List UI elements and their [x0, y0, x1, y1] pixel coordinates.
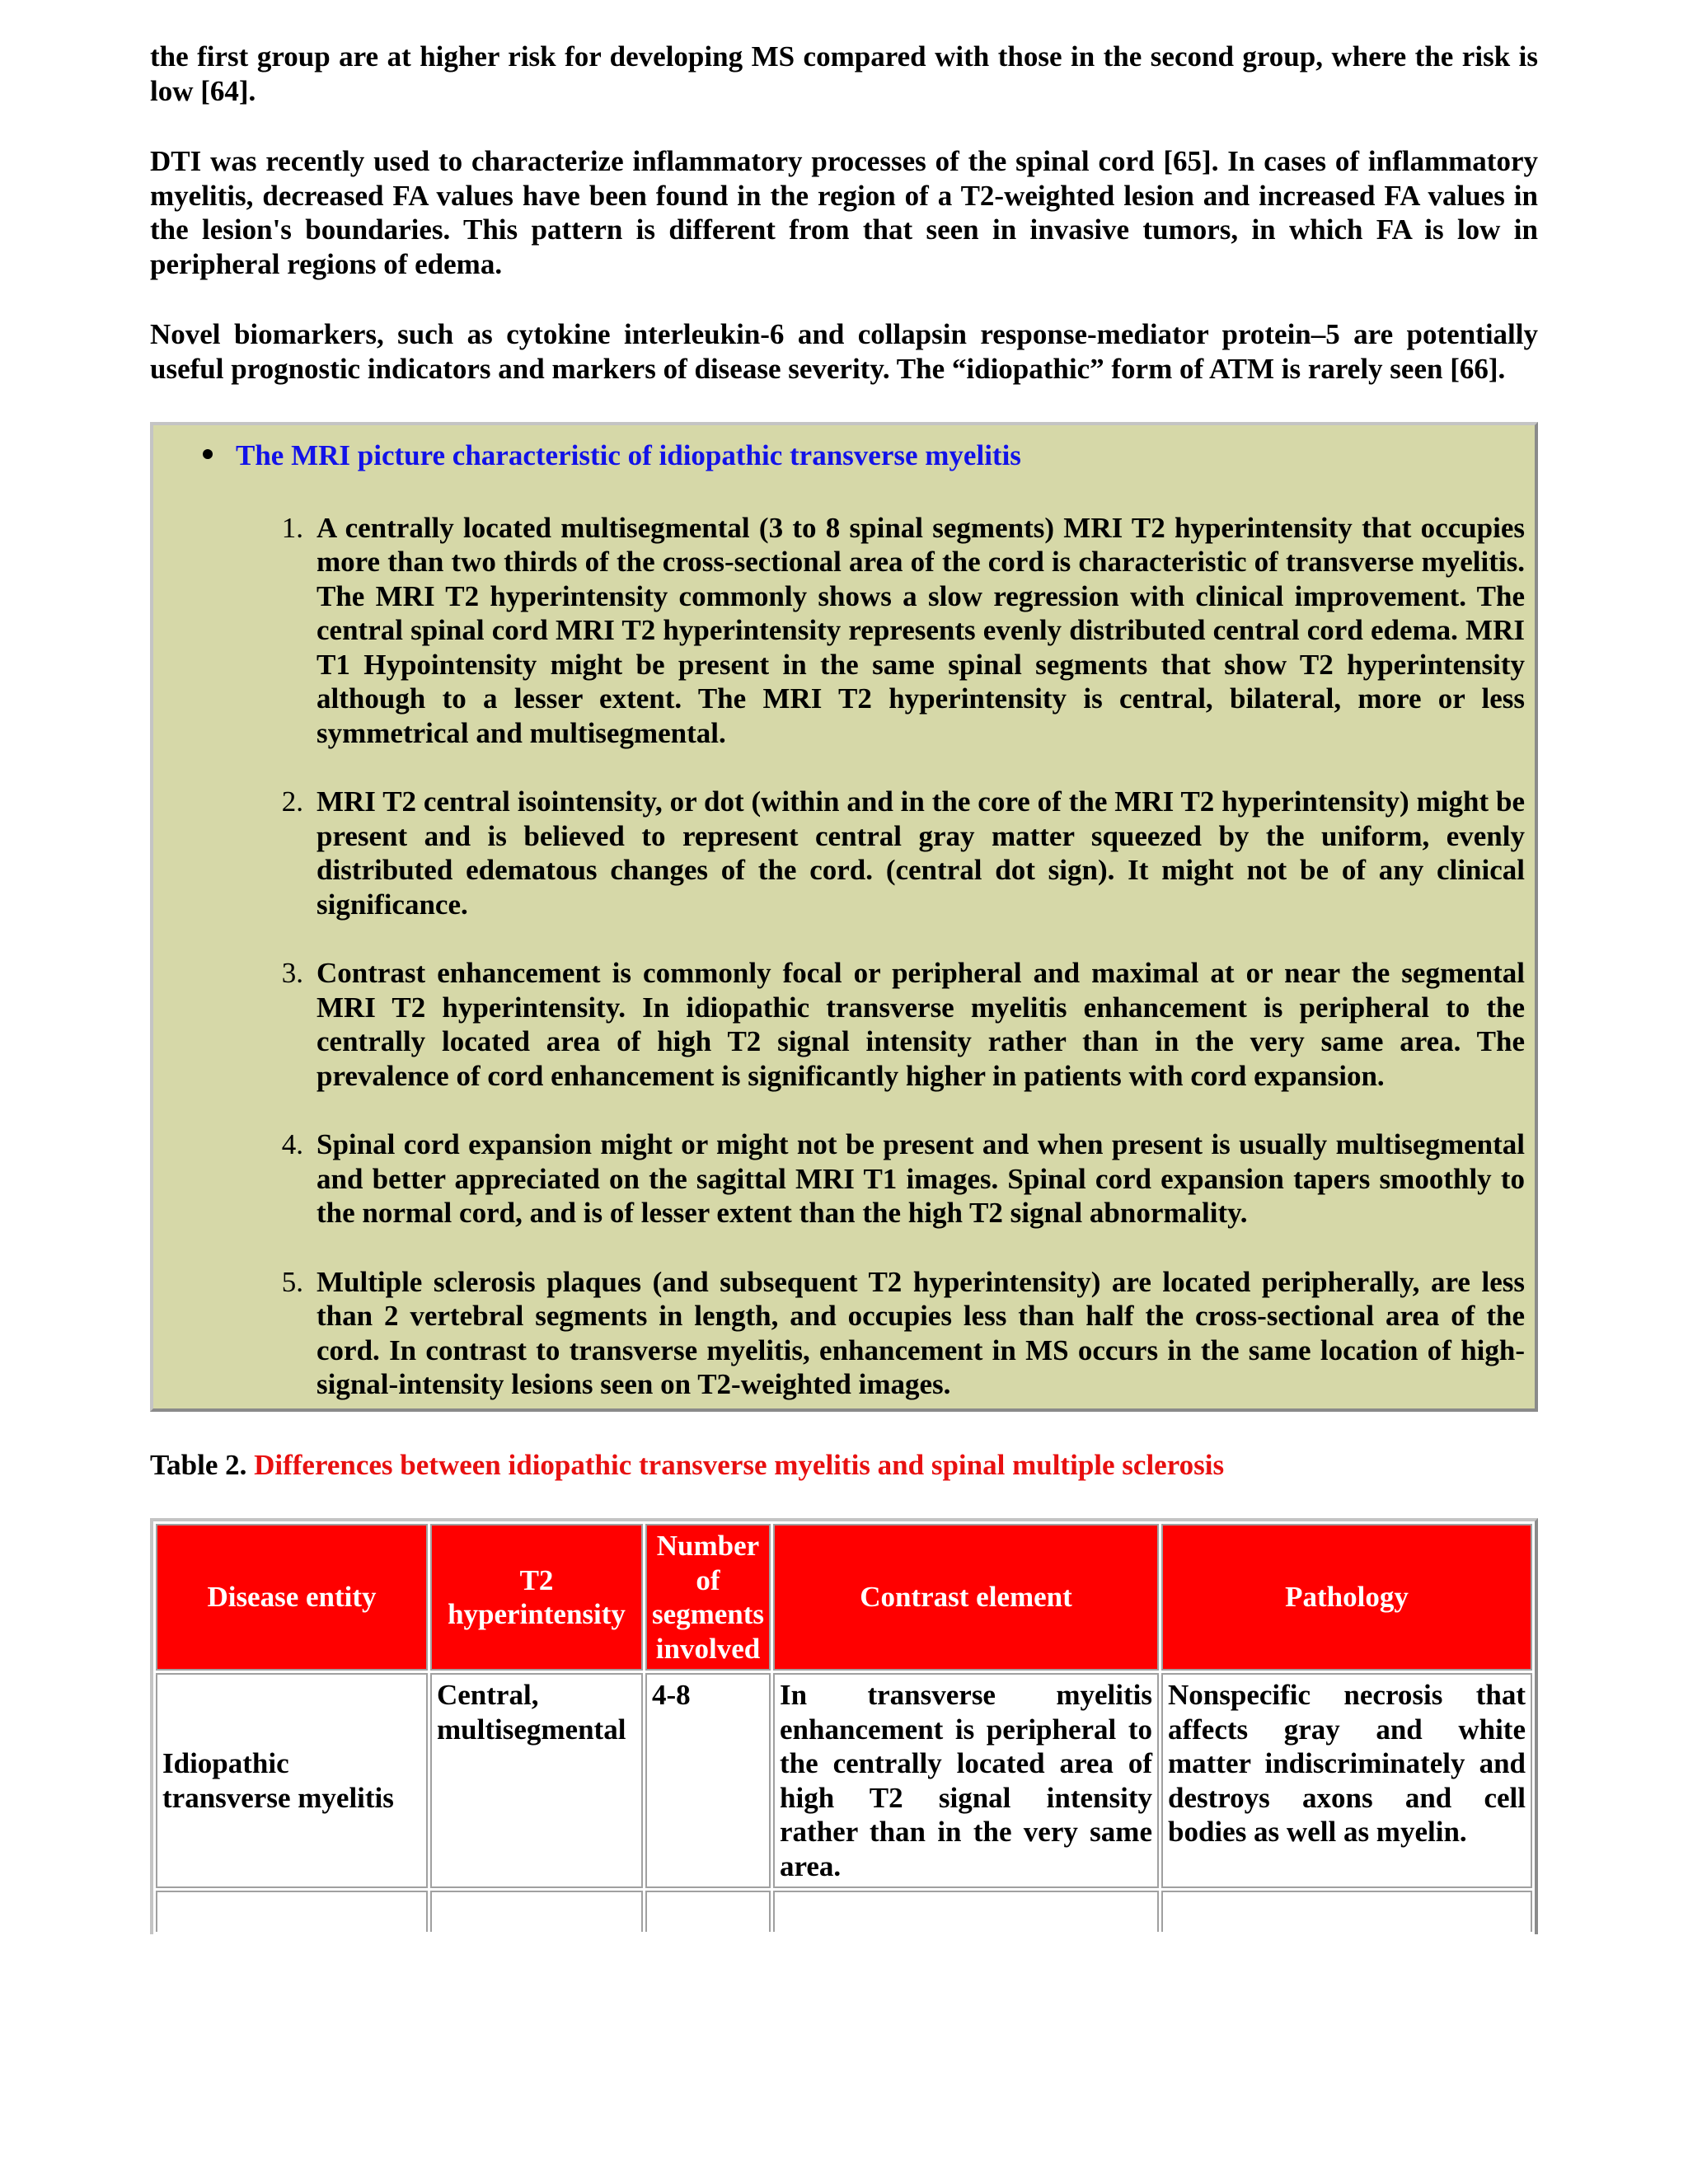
list-item-text: Contrast enhancement is commonly focal or peripheral and maximal at or near the segmental MRI T2 hyperintensity. In idiopathic transverse myelitis enhancement is peripheral to the centrally located area of high T2 signal intensity rather than in the very same area. The prevalence of cord enhancement is significantly higher in patients with cord expansion.	[316, 957, 1525, 1092]
header-contrast-element: Contrast element	[773, 1524, 1159, 1671]
document-page	[150, 40, 1538, 1934]
differences-table	[150, 1518, 1538, 1934]
header-segments-involved: Number of segments involved	[645, 1524, 771, 1671]
list-item-number: 3.	[281, 957, 303, 989]
mri-numbered-list	[153, 511, 1525, 1402]
paragraph-dti: DTI was recently used to characterize inflammatory processes of the spinal cord [65]. In cases of inflammatory myelitis, decreased FA values have been found in the region of a T2-weighted lesion and increased FA values in the lesion's boundaries. This pattern is different from that seen in invasive tumors, in which FA is low in peripheral regions of edema.	[150, 145, 1538, 280]
cell-empty	[1161, 1891, 1532, 1932]
list-item-number: 2.	[281, 785, 303, 818]
table-row-partial	[156, 1891, 1532, 1932]
list-item	[153, 1127, 1525, 1230]
table-caption	[150, 1448, 1538, 1483]
list-item-number: 4.	[281, 1128, 303, 1160]
cell-empty	[430, 1891, 643, 1932]
list-item-number: 5.	[281, 1265, 303, 1298]
cell-segments-involved: 4-8	[645, 1673, 771, 1888]
list-item-text: Multiple sclerosis plaques (and subsequent T2 hyperintensity) are located peripherally, are less than 2 vertebral segments in length, and occupies less than half the cross-sectional area of the cord. In contrast to transverse myelitis, enhancement in MS occurs in the same location of high-signal-intensity lesions seen on T2-weighted images.	[316, 1265, 1525, 1400]
cell-empty	[773, 1891, 1159, 1932]
bullet-dot-icon	[203, 449, 213, 459]
list-item	[153, 511, 1525, 751]
cell-contrast-element: In transverse myelitis enhancement is peripheral to the centrally located area of high T2 signal intensity rather than in the very same area.	[773, 1673, 1159, 1888]
mri-bullet-title: The MRI picture characteristic of idiopathic transverse myelitis	[236, 439, 1021, 471]
list-item	[153, 956, 1525, 1093]
list-item-text: MRI T2 central isointensity, or dot (within and in the core of the MRI T2 hyperintensity) might be present and is believed to represent central gray matter squeezed by the uniform, evenly distributed edematous changes of the cord. (central dot sign). It might not be of any clinical significance.	[316, 785, 1525, 921]
header-pathology: Pathology	[1161, 1524, 1532, 1671]
header-disease-entity: Disease entity	[156, 1524, 428, 1671]
mri-characteristics-box	[150, 422, 1538, 1412]
list-item	[153, 785, 1525, 921]
mri-bullet-heading	[203, 438, 1525, 473]
cell-empty	[156, 1891, 428, 1932]
table-header-row	[156, 1524, 1532, 1671]
list-item-text: A centrally located multisegmental (3 to 8 spinal segments) MRI T2 hyperintensity that occupies more than two thirds of the cross-sectional area of the cord is characteristic of transverse myelitis. The MRI T2 hyperintensity commonly shows a slow regression with clinical improvement. The central spinal cord MRI T2 hyperintensity represents evenly distributed central cord edema. MRI T1 Hypointensity might be present in the same spinal segments that show T2 hyperintensity although to a lesser extent. The MRI T2 hyperintensity is central, bilateral, more or less symmetrical and multisegmental.	[316, 511, 1525, 749]
table-row	[156, 1673, 1532, 1888]
cell-t2-hyperintensity: Central, multisegmental	[430, 1673, 643, 1888]
list-item-number: 1.	[281, 511, 303, 544]
table-caption-title: Differences between idiopathic transverse myelitis and spinal multiple sclerosis	[254, 1448, 1225, 1481]
table-caption-prefix: Table 2.	[150, 1448, 255, 1481]
paragraph-risk: the first group are at higher risk for developing MS compared with those in the second group, where the risk is low [64].	[150, 40, 1538, 107]
list-item-text: Spinal cord expansion might or might not be present and when present is usually multisegmental and better appreciated on the sagittal MRI T1 images. Spinal cord expansion tapers smoothly to the normal cord, and is of lesser extent than the high T2 signal abnormality.	[316, 1128, 1525, 1229]
cell-pathology: Nonspecific necrosis that affects gray and white matter indiscriminately and destroys axons and cell bodies as well as myelin.	[1161, 1673, 1532, 1888]
cell-empty	[645, 1891, 771, 1932]
header-t2-hyperintensity: T2 hyperintensity	[430, 1524, 643, 1671]
cell-disease-entity: Idiopathic transverse myelitis	[156, 1673, 428, 1888]
paragraph-biomarkers: Novel biomarkers, such as cytokine interleukin-6 and collapsin response-mediator protein–5 are potentially useful prognostic indicators and markers of disease severity. The “idiopathic” form of ATM is rarely seen [66].	[150, 318, 1538, 385]
list-item	[153, 1265, 1525, 1402]
